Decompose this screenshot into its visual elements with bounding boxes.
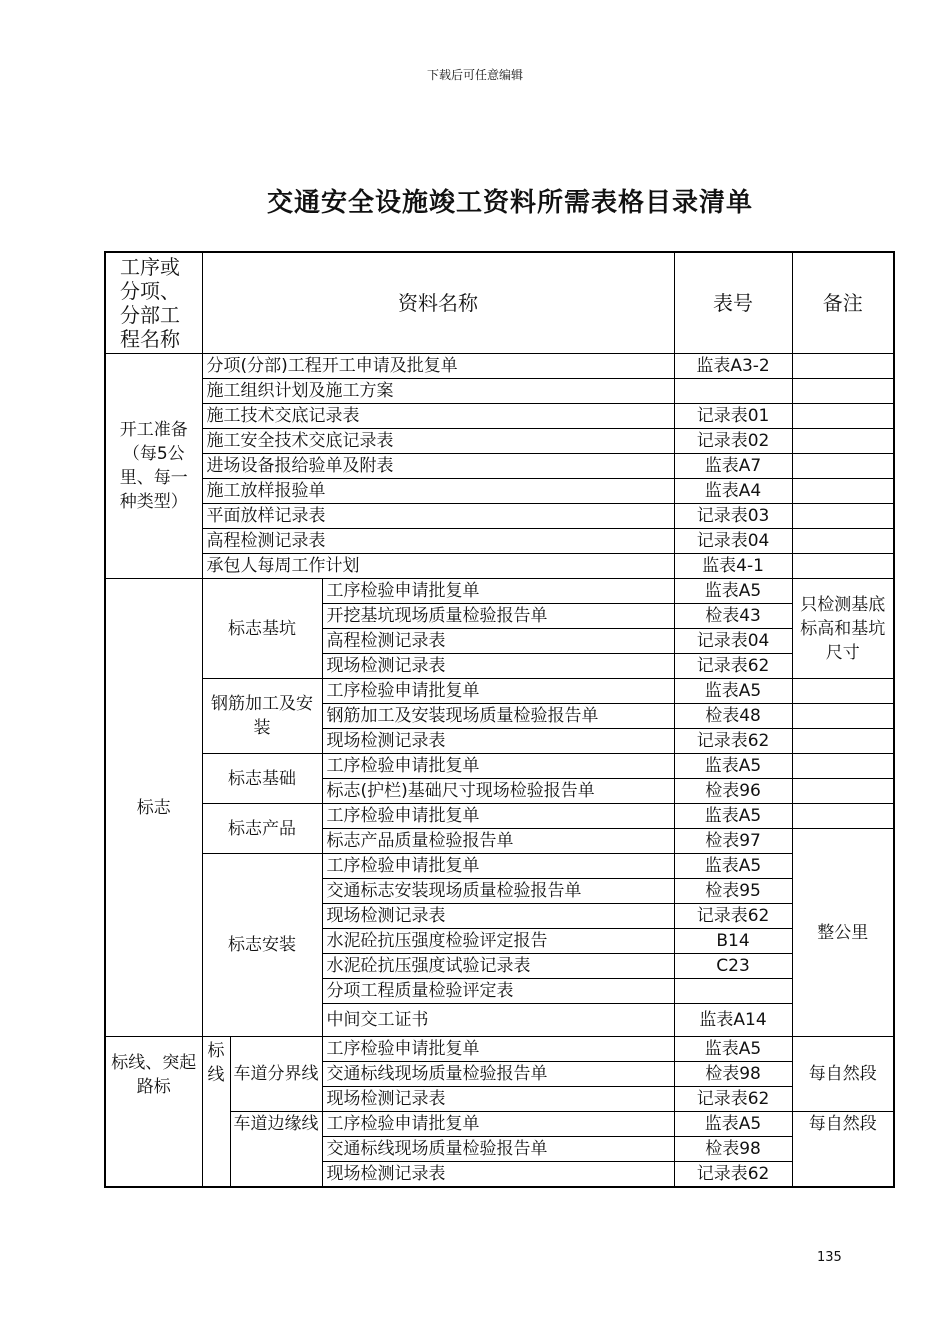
group-label: 钢筋加工及安装 [202,679,322,754]
remark-cell [792,504,894,529]
catalog-table [104,251,895,1188]
remark-cell [792,429,894,454]
table-row [105,429,894,454]
form-number: 记录表62 [674,1087,792,1112]
table-row [105,554,894,579]
sub-section-label-marking: 标线 [202,1037,230,1188]
remark-cell [792,379,894,404]
remark-cell [792,779,894,804]
document-name: 现场检测记录表 [322,1162,674,1188]
group-label: 标志基础 [202,754,322,804]
remark-cell [792,529,894,554]
form-number: 监表A5 [674,1037,792,1062]
form-number: 监表A5 [674,679,792,704]
document-name: 交通标线现场质量检验报告单 [322,1062,674,1087]
form-number: 监表A3-2 [674,354,792,379]
document-name: 开挖基坑现场质量检验报告单 [322,604,674,629]
document-name: 现场检测记录表 [322,1087,674,1112]
form-number: 记录表02 [674,429,792,454]
form-number: C23 [674,954,792,979]
remark-cell [792,354,894,379]
document-name: 中间交工证书 [322,1004,674,1037]
form-number: B14 [674,929,792,954]
table-row [105,504,894,529]
table-row [105,679,894,704]
form-number [674,979,792,1004]
form-number: 检表48 [674,704,792,729]
form-number: 监表A14 [674,1004,792,1037]
form-number: 记录表62 [674,654,792,679]
form-number: 监表A7 [674,454,792,479]
form-number: 记录表03 [674,504,792,529]
document-name: 工序检验申请批复单 [322,1112,674,1137]
form-number: 监表A4 [674,479,792,504]
column-header-remarks: 备注 [792,252,894,354]
form-number: 监表A5 [674,804,792,829]
form-number: 检表97 [674,829,792,854]
document-name: 水泥砼抗压强度检验评定报告 [322,929,674,954]
remark-cell [792,804,894,829]
form-number: 检表95 [674,879,792,904]
table-row [105,754,894,779]
remark-cell: 只检测基底标高和基坑尺寸 [792,579,894,679]
form-number: 检表98 [674,1137,792,1162]
document-name: 现场检测记录表 [322,729,674,754]
form-number: 记录表62 [674,729,792,754]
remark-cell [792,554,894,579]
document-name: 工序检验申请批复单 [322,1037,674,1062]
remark-cell [792,454,894,479]
table-row [105,529,894,554]
document-name: 工序检验申请批复单 [322,579,674,604]
table-row [105,479,894,504]
document-name: 工序检验申请批复单 [322,754,674,779]
form-number: 监表A5 [674,579,792,604]
form-number: 记录表04 [674,629,792,654]
form-number: 监表A5 [674,1112,792,1137]
document-name: 施工技术交底记录表 [202,404,674,429]
document-name: 平面放样记录表 [202,504,674,529]
remark-cell: 每自然段 [792,1112,894,1188]
table-row [105,404,894,429]
header-row [105,252,894,354]
group-label: 标志产品 [202,804,322,854]
document-name: 钢筋加工及安装现场质量检验报告单 [322,704,674,729]
document-name: 高程检测记录表 [202,529,674,554]
page-number: 135 [817,1250,842,1265]
column-header-name: 资料名称 [202,252,674,354]
form-number: 检表96 [674,779,792,804]
page-title: 交通安全设施竣工资料所需表格目录清单 [266,188,753,218]
form-number: 检表98 [674,1062,792,1087]
form-number: 记录表01 [674,404,792,429]
remark-cell [792,479,894,504]
document-name: 工序检验申请批复单 [322,854,674,879]
table-row [105,379,894,404]
column-header-process: 工序或分项、分部工程名称 [105,252,202,354]
document-name: 施工安全技术交底记录表 [202,429,674,454]
remark-cell [792,704,894,729]
group-label: 标志安装 [202,854,322,1037]
remark-cell [792,679,894,704]
document-name: 水泥砼抗压强度试验记录表 [322,954,674,979]
form-number: 监表A5 [674,854,792,879]
remark-cell [792,404,894,429]
remark-cell: 每自然段 [792,1037,894,1112]
document-name: 分项(分部)工程开工申请及批复单 [202,354,674,379]
table-row [105,354,894,379]
table-row [105,1037,894,1062]
document-name: 进场设备报给验单及附表 [202,454,674,479]
document-name: 现场检测记录表 [322,654,674,679]
table-row [105,454,894,479]
document-name: 标志产品质量检验报告单 [322,829,674,854]
remark-cell [792,729,894,754]
document-name: 工序检验申请批复单 [322,679,674,704]
group-label: 标志基坑 [202,579,322,679]
form-number: 记录表62 [674,1162,792,1188]
table-row [105,579,894,604]
section-label-start: 开工准备（每5公里、每一种类型） [105,354,202,579]
section-label-sign: 标志 [105,579,202,1037]
section-label-marking: 标线、突起路标 [105,1037,202,1188]
form-number: 检表43 [674,604,792,629]
group-label: 车道分界线 [230,1037,322,1112]
document-name: 工序检验申请批复单 [322,804,674,829]
form-number: 记录表62 [674,904,792,929]
group-label: 车道边缘线 [230,1112,322,1188]
table-row [105,804,894,829]
document-name: 施工组织计划及施工方案 [202,379,674,404]
table-row [105,854,894,879]
document-name: 分项工程质量检验评定表 [322,979,674,1004]
header-note: 下载后可任意编辑 [426,68,523,82]
document-name: 现场检测记录表 [322,904,674,929]
remark-cell [792,754,894,779]
document-name: 高程检测记录表 [322,629,674,654]
document-name: 交通标线现场质量检验报告单 [322,1137,674,1162]
form-number [674,379,792,404]
form-number: 记录表04 [674,529,792,554]
column-header-form-no: 表号 [674,252,792,354]
remark-cell: 整公里 [792,829,894,1037]
form-number: 监表4-1 [674,554,792,579]
document-name: 承包人每周工作计划 [202,554,674,579]
document-name: 标志(护栏)基础尺寸现场检验报告单 [322,779,674,804]
form-number: 监表A5 [674,754,792,779]
document-name: 施工放样报验单 [202,479,674,504]
document-name: 交通标志安装现场质量检验报告单 [322,879,674,904]
